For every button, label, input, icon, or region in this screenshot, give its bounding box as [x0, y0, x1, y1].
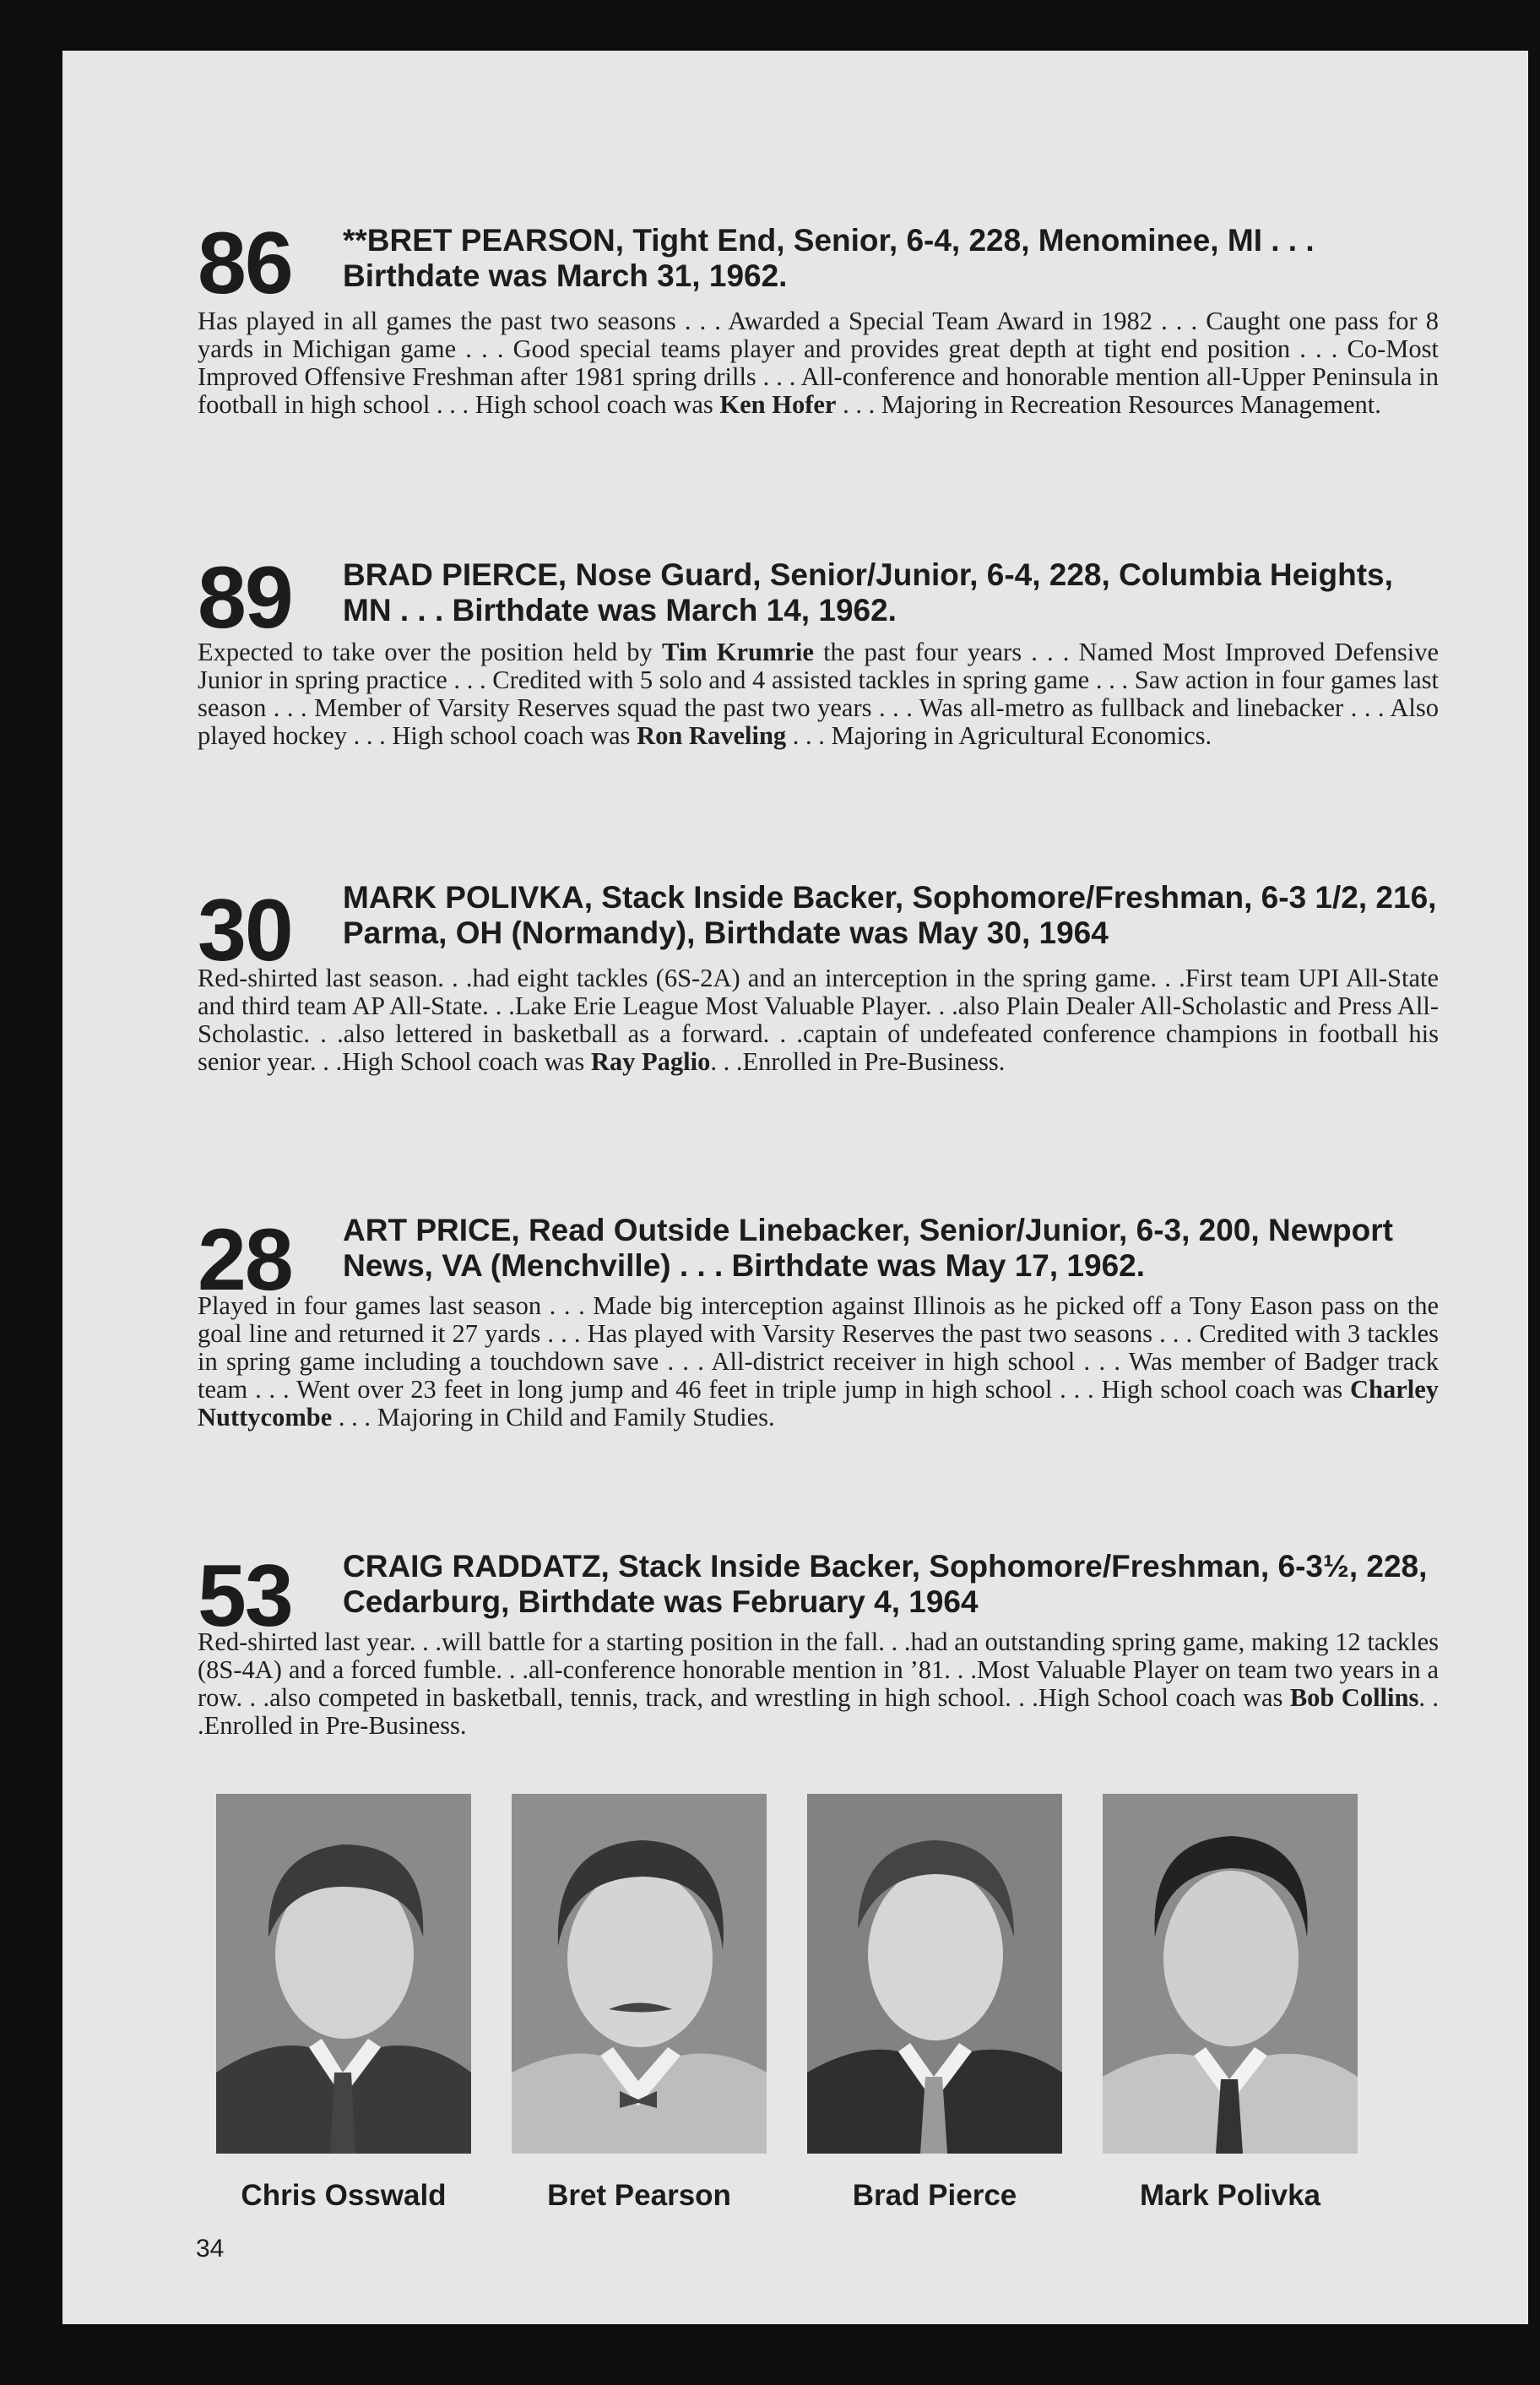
- photo-caption: Bret Pearson: [547, 2179, 731, 2212]
- page: [62, 51, 1528, 2324]
- player-bio: Has played in all games the past two seasons . . . Awarded a Special Team Award in 1982 . . . Caught one pass for 8 yards in Michigan game . . . Good special teams player and provides great depth at tight end position . . . Co-Most Improved Offensive Freshman after 1981 spring drills . . . All-conference and honorable mention all-Upper Peninsula in football in high school . . . High school coach was Ken Hofer . . . Majoring in Recreation Resources Management.: [198, 307, 1439, 419]
- player-header: MARK POLIVKA, Stack Inside Backer, Sophomore/Freshman, 6-3 1/2, 216, Parma, OH (Normandy), Birthdate was May 30, 1964: [343, 880, 1437, 950]
- player-header: CRAIG RADDATZ, Stack Inside Backer, Sophomore/Freshman, 6-3½, 228, Cedarburg, Birthdate was February 4, 1964: [343, 1549, 1428, 1619]
- player-header: ART PRICE, Read Outside Linebacker, Senior/Junior, 6-3, 200, Newport News, VA (Menchville) . . . Birthdate was May 17, 1962.: [343, 1213, 1393, 1283]
- player-photos: [216, 1794, 1356, 2165]
- player-bio: Red-shirted last year. . .will battle for a starting position in the fall. . .had an outstanding spring game, making 12 tackles (8S-4A) and a forced fumble. . .all-conference honorable mention in ’81. . .Most Valuable Player on team two years in a row. . .also competed in basketball, tennis, track, and wrestling in high school. . .High School coach was Bob Collins. . .Enrolled in Pre-Business.: [198, 1627, 1440, 1740]
- coach-name: Charley Nuttycombe: [198, 1375, 1439, 1432]
- player-photo: [216, 1794, 471, 2154]
- coach-name: Bob Collins: [1289, 1683, 1419, 1712]
- coach-name: Ron Raveling: [637, 721, 787, 750]
- jersey-number: 53: [198, 1547, 292, 1645]
- player-photo: [512, 1794, 767, 2154]
- player-bio: Expected to take over the position held by Tim Krumrie the past four years . . . Named Most Improved Defensive Junior in spring practice . . . Credited with 5 solo and 4 assisted tackles in spring game . . . Saw action in four games last season . . . Member of Varsity Reserves squad the past two years . . . Was all-metro as fullback and linebacker . . . Also played hockey . . . High school coach was Ron Raveling . . . Majoring in Agricultural Economics.: [198, 638, 1439, 750]
- photo-caption: Mark Polivka: [1140, 2179, 1320, 2212]
- player-bio: Red-shirted last season. . .had eight tackles (6S-2A) and an interception in the spring game. . .First team UPI All-State and third team AP All-State. . .Lake Erie League Most Valuable Player. . .also Plain Dealer All-Scholastic and Press All-Scholastic. . .also lettered in basketball as a forward. . .captain of undefeated conference champions in football his senior year. . .High School coach was Ray Paglio. . .Enrolled in Pre-Business.: [198, 964, 1439, 1076]
- jersey-number: 28: [198, 1211, 292, 1309]
- coach-name: Tim Krumrie: [661, 638, 814, 666]
- page-number: 34: [196, 2235, 225, 2263]
- coach-name: Ken Hofer: [719, 390, 837, 419]
- player-photo: [1103, 1794, 1358, 2154]
- jersey-number: 30: [198, 882, 292, 980]
- jersey-number: 86: [198, 215, 292, 312]
- player-photo: [807, 1794, 1062, 2154]
- jersey-number: 89: [198, 549, 292, 647]
- photo-caption: Chris Osswald: [241, 2179, 447, 2212]
- player-header: **BRET PEARSON, Tight End, Senior, 6-4, 228, Menominee, MI . . . Birthdate was March 31, 1962.: [343, 223, 1315, 293]
- player-bio: Played in four games last season . . . Made big interception against Illinois as he picked off a Tony Eason pass on the goal line and returned it 27 yards . . . Has played with Varsity Reserves the past two seasons . . . Credited with 3 tackles in spring game including a touchdown save . . . All-district receiver in high school . . . Was member of Badger track team . . . Went over 23 feet in long jump and 46 feet in triple jump in high school . . . High school coach was Charley Nuttycombe . . . Majoring in Child and Family Studies.: [198, 1291, 1439, 1432]
- player-header: BRAD PIERCE, Nose Guard, Senior/Junior, 6-4, 228, Columbia Heights, MN . . . Birthdate was March 14, 1962.: [343, 557, 1393, 627]
- coach-name: Ray Paglio: [590, 1047, 711, 1076]
- photo-caption: Brad Pierce: [852, 2179, 1017, 2212]
